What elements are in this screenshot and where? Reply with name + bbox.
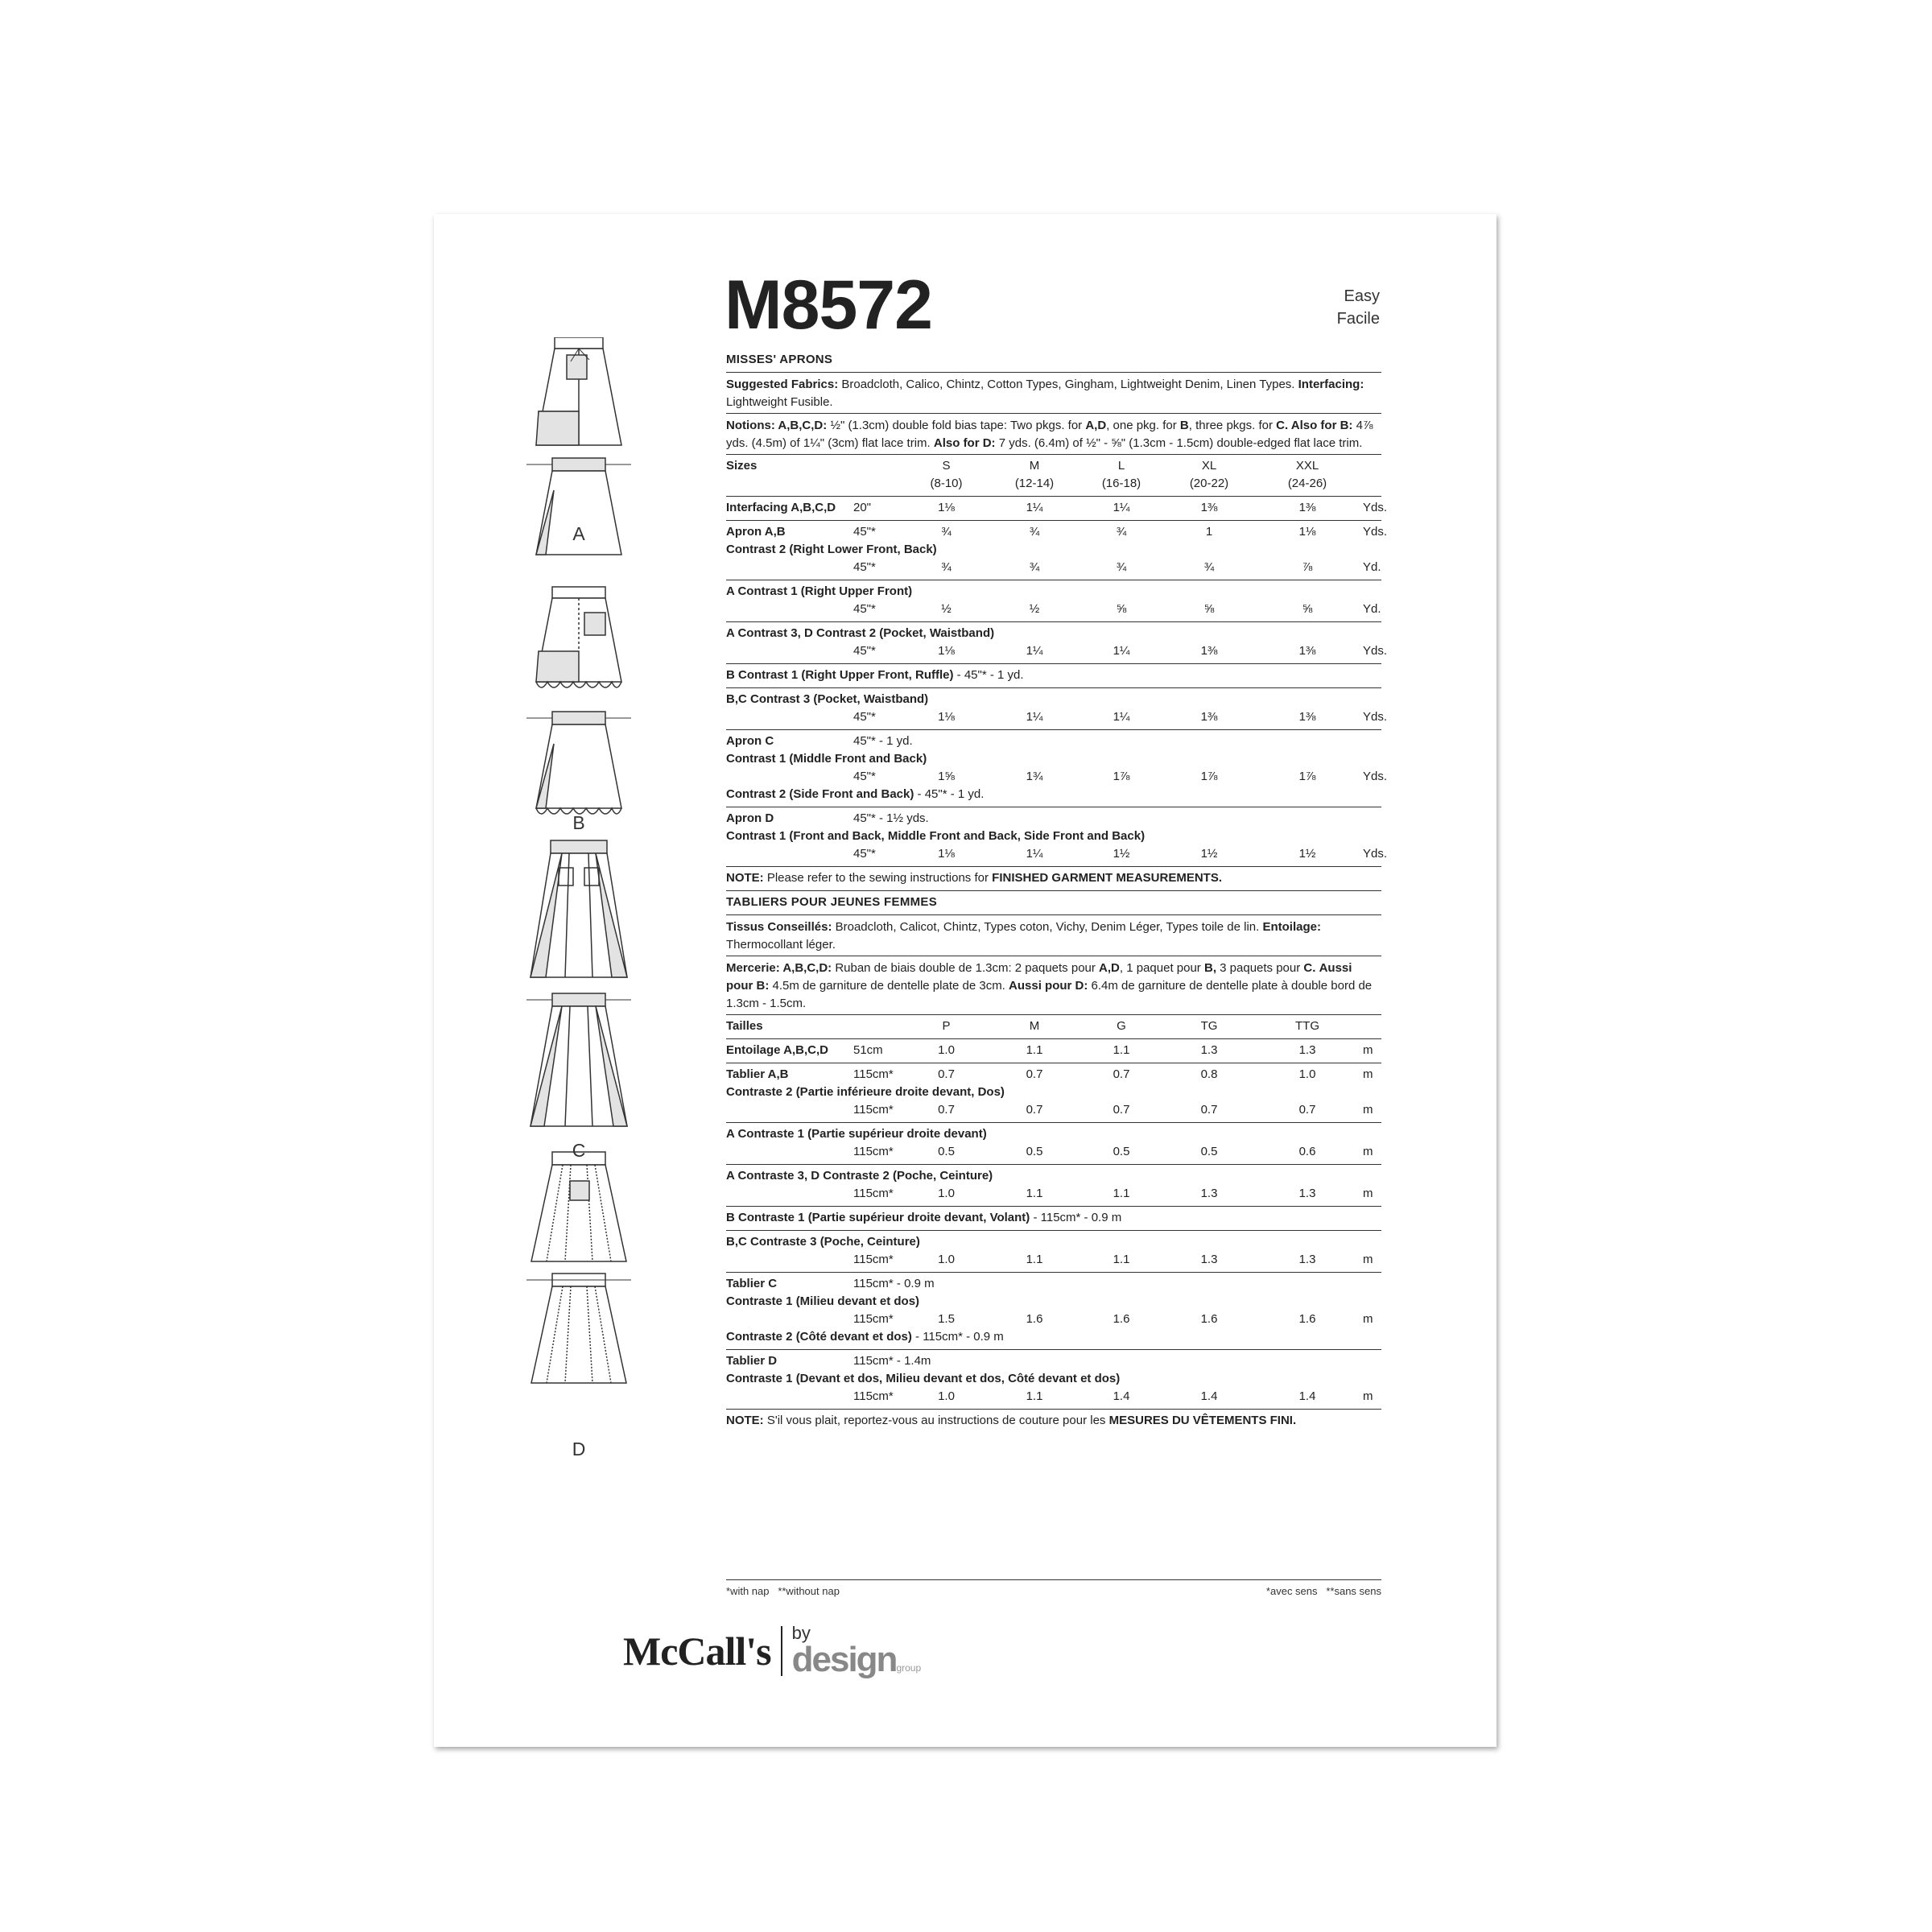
value-cell: ¾ [1116,525,1127,539]
view-label-c: C [572,1140,586,1161]
fabric-width: 115cm* [853,1103,894,1117]
fabric-width: 115cm* [853,1253,894,1266]
fabric-width: 45"* [853,644,876,658]
value-cell: 1.0 [938,1253,955,1266]
value-cell: 0.5 [1113,1145,1130,1158]
value-cell: 1.0 [938,1043,955,1057]
value-cell: 1.1 [1113,1043,1130,1057]
row-yardage: - 115cm* - 0.9 m [911,1330,1004,1344]
value-cell: ¾ [941,560,952,574]
data-row [726,733,1381,750]
note-label: NOTE: [726,1414,764,1427]
value-cell: 1.1 [1026,1389,1043,1403]
data-row [726,1388,1381,1406]
interfacing-label: Interfacing: [1298,378,1364,391]
unit-cell: Yds. [1363,770,1388,783]
unit-cell: m [1363,1187,1373,1200]
data-row [726,1352,1381,1370]
data-row [726,559,1381,576]
value-cell: 1¼ [1026,501,1043,514]
value-cell: 1⅜ [1200,710,1218,724]
note-en [726,866,1381,890]
data-row [726,642,1388,660]
view-b-front-drawing [536,587,621,687]
value-cell: ¾ [1116,560,1127,574]
footnote-fr: *avec sens **sans sens [1265,1585,1381,1597]
value-cell: ½ [941,602,952,616]
row-label: Apron C [726,734,774,748]
fabric-width: 45"* [853,560,876,574]
unit-cell: m [1363,1043,1373,1057]
row-label: Contrast 1 (Front and Back, Middle Front and Back, Side Front and Back) [726,829,1146,843]
data-row [726,1066,1381,1084]
notions-text: 7 yds. (6.4m) of ½" - ⅝" (1.3cm - 1.5cm) double-edged flat lace trim. [998,436,1363,450]
note-label: NOTE: [726,871,764,885]
data-row [726,1042,1381,1059]
note-emphasis: FINISHED GARMENT MEASUREMENTS. [992,871,1222,885]
data-row [726,523,1388,541]
sizes-sub-row [726,475,1381,493]
data-row [726,810,1381,828]
row-apron-ab-fr [726,1063,1381,1122]
value-cell: 1.0 [938,1187,955,1200]
fabric-width: 45"* [853,710,876,724]
size-range: (8-10) [930,477,963,490]
row-b-contrast1-fr [726,1206,1381,1230]
size-cell: TG [1200,1019,1218,1033]
note-text: Please refer to the sewing instructions for [766,871,989,885]
brand-logo [623,1619,921,1683]
view-c-front-drawing [530,840,627,977]
unit-cell: Yds. [1363,644,1388,658]
value-cell: 1¼ [1113,501,1130,514]
sizes-row [726,1018,1381,1035]
value-cell: 1½ [1200,847,1218,861]
section-title-en: MISSES' APRONS [726,353,833,366]
value-cell: 1.6 [1113,1312,1130,1326]
row-interfacing-fr [726,1038,1381,1063]
size-cell: L [1117,459,1125,473]
value-cell: 0.6 [1298,1145,1316,1158]
fabric-width: 45"* [853,847,876,861]
difficulty [1337,285,1380,330]
value-cell: 1⅜ [1200,501,1218,514]
row-label: B Contraste 1 (Partie supérieur droite devant, Volant) [726,1211,1030,1224]
value-cell: 1⅜ [1298,710,1316,724]
unit-cell: Yd. [1363,560,1381,574]
value-cell: 1.3 [1200,1043,1218,1057]
value-cell: 1.5 [938,1312,955,1326]
row-label: Contrast 2 (Right Lower Front, Back) [726,543,937,556]
row-label: Contraste 2 (Côté devant et dos) [726,1330,912,1344]
data-row [726,1311,1381,1328]
value-cell: ⅝ [1116,602,1127,616]
section-title-fr: TABLIERS POUR JEUNES FEMMES [726,890,1381,914]
note-fr [726,1409,1381,1433]
row-a-contrast1-fr [726,1122,1381,1164]
notions-text: 6.4m de garniture de dentelle plate à double bord de 1.3cm - 1.5cm. [726,979,1373,1010]
size-range: (24-26) [1287,477,1327,490]
value-cell: 1¼ [1113,644,1130,658]
footnote-en: *with nap **without nap [726,1585,840,1597]
value-cell: 1⅝ [938,770,955,783]
fabrics-label: Tissus Conseillés: [726,920,832,934]
size-range: (16-18) [1101,477,1141,490]
fabric-width: 115cm* [853,1067,894,1081]
fabric-width: 51cm [853,1043,883,1057]
row-label: A Contrast 3, D Contrast 2 (Pocket, Waistband) [726,626,995,640]
row-a-contrast1-en [726,580,1381,621]
value-cell: 1⅛ [938,710,955,724]
view-b-back-drawing [526,712,631,814]
data-row [726,845,1388,863]
mccalls-wordmark: McCall's [623,1629,771,1674]
unit-cell: m [1363,1389,1373,1403]
data-row [726,768,1388,786]
unit-cell: Yds. [1363,501,1388,514]
value-cell: 0.7 [1200,1103,1218,1117]
value-cell: 1⅛ [1298,525,1316,539]
row-label: A Contraste 1 (Partie supérieur droite devant) [726,1127,987,1141]
row-label: Contraste 1 (Milieu devant et dos) [726,1294,920,1308]
row-label: Contrast 1 (Middle Front and Back) [726,752,927,766]
size-cell: M [1029,459,1040,473]
value-cell: 1½ [1298,847,1316,861]
data-row [726,499,1388,517]
fabric-width: 115cm* [853,1145,894,1158]
row-label: Apron D [726,811,774,825]
size-range: (12-14) [1014,477,1055,490]
value-cell: 1.1 [1026,1187,1043,1200]
view-d-front-drawing [531,1152,626,1261]
size-cell: P [942,1019,951,1033]
value-cell: 1¾ [1026,770,1043,783]
row-b-contrast1-en [726,663,1381,687]
sizes-label: Sizes [726,459,758,473]
value-cell: ⅞ [1302,560,1313,574]
value-cell: 1.0 [938,1389,955,1403]
fabric-width: 115cm* [853,1389,894,1403]
row-label: Contraste 1 (Devant et dos, Milieu devant et dos, Côté devant et dos) [726,1372,1121,1385]
notions-text: , one pkg. for [1106,419,1177,432]
unit-cell: Yd. [1363,602,1381,616]
fabric-width: 45"* [853,602,876,616]
value-cell: 0.7 [1026,1103,1043,1117]
row-label: Tablier D [726,1354,778,1368]
row-label: Entoilage A,B,C,D [726,1043,828,1057]
fabric-width: 45"* [853,525,876,539]
data-row [726,1275,1381,1293]
row-label: A Contraste 3, D Contraste 2 (Poche, Ceinture) [726,1169,993,1183]
row-interfacing-en [726,496,1388,520]
fabric-width: 115cm* [853,1187,894,1200]
notions-text: Ruban de biais double de 1.3cm: 2 paquets pour [835,961,1096,975]
row-yardage: 45"* - 1 yd. [853,734,913,748]
row-yardage: 115cm* - 0.9 m [853,1277,935,1290]
logo-by: by [791,1623,811,1643]
difficulty-en: Easy [1344,287,1380,305]
row-apron-c-fr [726,1272,1381,1349]
size-range: (20-22) [1189,477,1229,490]
row-label: Interfacing A,B,C,D [726,501,836,514]
row-label: Tablier C [726,1277,778,1290]
difficulty-fr: Facile [1336,310,1380,328]
value-cell: 0.7 [938,1103,955,1117]
design-group-wordmark [792,1624,922,1678]
size-cell: XL [1201,459,1217,473]
row-apron-ab-en [726,520,1388,580]
size-cell: S [942,459,951,473]
value-cell: ½ [1029,602,1040,616]
value-cell: 1⅜ [1298,501,1316,514]
value-cell: 1.0 [1298,1067,1316,1081]
value-cell: 0.7 [1113,1067,1130,1081]
unit-cell: m [1363,1103,1373,1117]
row-label: Tablier A,B [726,1067,789,1081]
value-cell: 1.1 [1026,1043,1043,1057]
value-cell: 0.7 [938,1067,955,1081]
row-yardage: - 45"* - 1 yd. [953,668,1024,682]
value-cell: 1⅛ [938,847,955,861]
value-cell: 1.3 [1298,1253,1316,1266]
notions-views: A,D [1085,419,1107,432]
value-cell: 1⅞ [1113,770,1130,783]
value-cell: 1¼ [1113,710,1130,724]
value-cell: 1.3 [1200,1187,1218,1200]
value-cell: 1.6 [1298,1312,1316,1326]
value-cell: 1⅞ [1200,770,1218,783]
data-row [726,601,1381,618]
data-row [726,1251,1381,1269]
footnotes [726,1579,1381,1597]
notions-fr [726,956,1381,1014]
sizes-row [726,457,1381,475]
value-cell: ¾ [1203,560,1215,574]
fabrics-fr [726,914,1381,956]
data-row [726,708,1388,726]
row-label: Contraste 2 (Partie inférieure droite devant, Dos) [726,1085,1005,1099]
sizes-header-en [726,454,1381,496]
value-cell: 1 [1205,525,1213,539]
logo-group: group [896,1662,922,1674]
row-apron-d-fr [726,1349,1381,1409]
value-cell: 0.7 [1113,1103,1130,1117]
view-label-b: B [572,812,585,833]
value-cell: 1.3 [1200,1253,1218,1266]
unit-cell: m [1363,1253,1373,1266]
value-cell: 0.5 [1026,1145,1043,1158]
row-label: B Contrast 1 (Right Upper Front, Ruffle) [726,668,954,682]
note-text: S'il vous plait, reportez-vous au instructions de couture pour les [766,1414,1106,1427]
notions-text: 3 paquets pour [1220,961,1301,975]
value-cell: 1⅞ [1298,770,1316,783]
value-cell: 1⅜ [1298,644,1316,658]
logo-divider [781,1626,782,1676]
data-row [726,1185,1381,1203]
row-apron-c-en [726,729,1388,807]
value-cell: 1.1 [1026,1253,1043,1266]
view-a-front-drawing [536,337,621,445]
value-cell: 1.1 [1113,1253,1130,1266]
row-label: A Contrast 1 (Right Upper Front) [726,584,913,598]
row-label: Apron A,B [726,525,786,539]
fabrics-en [726,372,1381,413]
view-c-back-drawing [526,993,631,1126]
value-cell: 0.5 [1200,1145,1218,1158]
size-cell: M [1029,1019,1040,1033]
value-cell: 1¼ [1026,644,1043,658]
fabrics-label: Suggested Fabrics: [726,378,839,391]
notions-label: Notions: A,B,C,D: [726,419,828,432]
value-cell: 1.6 [1026,1312,1043,1326]
note-emphasis: MESURES DU VÊTEMENTS FINI. [1108,1414,1297,1427]
value-cell: 1.1 [1113,1187,1130,1200]
interfacing-label: Entoilage: [1262,920,1321,934]
fabric-width: 20" [853,501,872,514]
notions-text: 4.5m de garniture de dentelle plate de 3cm. [772,979,1005,993]
size-cell: TTG [1295,1019,1319,1033]
row-bc-contrast3-en [726,687,1388,729]
fabrics-text: Broadcloth, Calicot, Chintz, Types coton, Vichy, Denim Léger, Types toile de lin. [835,920,1260,934]
value-cell: ¾ [941,525,952,539]
value-cell: 1.4 [1298,1389,1316,1403]
logo-design: design [791,1640,897,1679]
unit-cell: Yds. [1363,525,1388,539]
size-cell: XXL [1295,459,1319,473]
value-cell: 1.3 [1298,1043,1316,1057]
notions-also: Aussi pour B: [726,961,1352,993]
fabric-width: 45"* [853,770,876,783]
fabric-width: 115cm* [853,1312,894,1326]
view-label-a: A [572,523,585,544]
notions-also: . Also for B: [1284,419,1353,432]
notions-views: C [1276,419,1285,432]
value-cell: 1½ [1113,847,1130,861]
unit-cell: m [1363,1067,1373,1081]
unit-cell: m [1363,1145,1373,1158]
row-yardage: 115cm* - 1.4m [853,1354,931,1368]
value-cell: 1.3 [1298,1187,1316,1200]
unit-cell: m [1363,1312,1373,1326]
unit-cell: Yds. [1363,847,1388,861]
notions-views: B [1179,419,1189,432]
data-row [726,1101,1381,1119]
value-cell: 1¼ [1026,710,1043,724]
value-cell: 1.4 [1113,1389,1130,1403]
value-cell: ¾ [1029,525,1040,539]
value-cell: 1¼ [1026,847,1043,861]
view-label-d: D [572,1439,586,1459]
row-label: B,C Contraste 3 (Poche, Ceinture) [726,1235,920,1249]
notions-text: , 1 paquet pour [1119,961,1201,975]
data-row [726,1143,1381,1161]
pattern-envelope-back [434,214,1496,1747]
row-a-contrast3-en [726,621,1388,663]
unit-cell: Yds. [1363,710,1388,724]
notions-text: , three pkgs. for [1188,419,1273,432]
value-cell: 1⅛ [938,501,955,514]
value-cell: 0.7 [1026,1067,1043,1081]
notions-also: Also for D: [933,436,996,450]
interfacing-text: Lightweight Fusible. [726,395,833,409]
row-apron-d-en [726,807,1388,866]
row-bc-contrast3-fr [726,1230,1381,1272]
notions-views: A,D [1099,961,1120,975]
value-cell: 1⅛ [938,644,955,658]
notions-text: ½" (1.3cm) double fold bias tape: Two pkgs. for [830,419,1083,432]
row-yardage: - 115cm* - 0.9 m [1030,1211,1122,1224]
row-yardage: 45"* - 1½ yds. [853,811,929,825]
interfacing-text: Thermocollant léger. [726,938,836,952]
row-label: B,C Contrast 3 (Pocket, Waistband) [726,692,929,706]
row-label: Contrast 2 (Side Front and Back) [726,787,914,801]
value-cell: 0.7 [1298,1103,1316,1117]
value-cell: 1.4 [1200,1389,1218,1403]
value-cell: 0.5 [938,1145,955,1158]
sizes-header-fr [726,1014,1381,1038]
value-cell: 0.8 [1200,1067,1218,1081]
notions-label: Mercerie: A,B,C,D: [726,961,832,975]
pattern-number: M8572 [724,266,932,344]
notions-also: Aussi pour D: [1009,979,1088,993]
notions-text: 4⅞ yds. (4.5m) of 1¼" (3cm) flat lace trim. [726,419,1373,450]
size-cell: G [1117,1019,1126,1033]
notions-views: C. [1303,961,1316,975]
row-a-contrast3-fr [726,1164,1381,1206]
fabrics-text: Broadcloth, Calico, Chintz, Cotton Types, Gingham, Lightweight Denim, Linen Types. [841,378,1295,391]
value-cell: 1.6 [1200,1312,1218,1326]
row-yardage: - 45"* - 1 yd. [914,787,985,801]
value-cell: ⅝ [1302,602,1313,616]
view-d-back-drawing [526,1274,631,1383]
technical-drawings [526,337,631,1561]
yardage-chart [726,349,1388,1433]
value-cell: ¾ [1029,560,1040,574]
value-cell: ⅝ [1203,602,1215,616]
notions-views: B, [1203,961,1216,975]
value-cell: 1⅜ [1200,644,1218,658]
notions-en [726,413,1381,454]
sizes-label: Tailles [726,1019,763,1033]
